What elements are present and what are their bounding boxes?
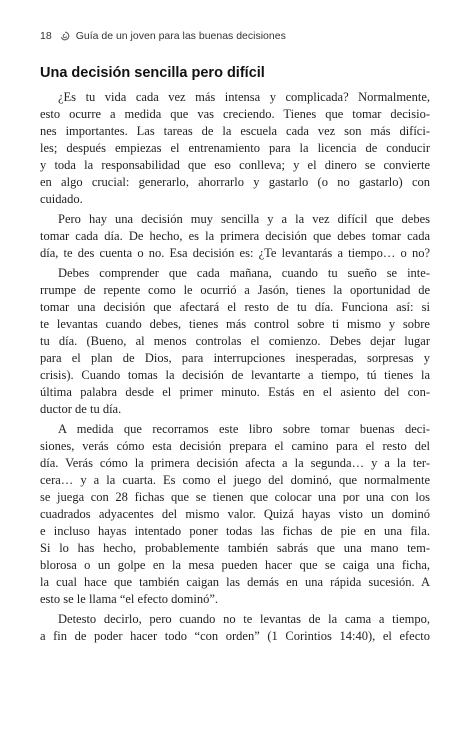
- body-line: día, te des cuenta o no. Esa decisión es: ¿Te levantarás a tiempo… o no?: [40, 246, 430, 260]
- body-line: a fin de poder hacer todo “con orden” (1 Corintios 14:40), el efecto: [40, 629, 430, 643]
- body-line: en algo crucial: generarlo, ahorrarlo y gastarlo (o no gastarlo) con: [40, 175, 430, 189]
- body-line: ductor de tu día.: [40, 402, 122, 416]
- body-line: se juega con 28 fichas que se tienen que colocar una por una con los: [40, 490, 430, 504]
- body-line: les; después empiezas el entrenamiento para la licencia de conducir: [40, 141, 430, 155]
- body-line: última palabra desde el primer minuto. Estás en el asiento del con-: [40, 385, 430, 399]
- body-line: y toda la responsabilidad que eso conlleva; y el dinero se convierte: [40, 158, 430, 172]
- body-line: para el plan de Dios, para interrupciones inesperadas, sorpresas y: [40, 351, 430, 365]
- swirl-ornament-icon: [60, 31, 70, 41]
- body-line: esto ocurre a medida que vas creciendo. Tienes que tomar decisio-: [40, 107, 430, 121]
- body-line: crisis). Cuando tomas la decisión de levantarte a tiempo, tú tienes la: [40, 368, 430, 382]
- body-line: A medida que recorramos este libro sobre tomar buenas deci-: [58, 422, 430, 436]
- body-line: cuadrados adyacentes del mismo valor. Quizá hayas visto un dominó: [40, 507, 430, 521]
- body-line: Pero hay una decisión muy sencilla y a la vez difícil que debes: [58, 212, 430, 226]
- running-header: [40, 30, 286, 42]
- running-title: Guía de un joven para las buenas decisiones: [75, 30, 286, 42]
- body-line: blorosa o un golpe en la mesa pueden hacer que se caiga una ficha,: [40, 558, 430, 572]
- body-line: siones, verás cómo esta decisión prepara el camino para el resto del: [40, 439, 430, 453]
- body-line: tu día. (Bueno, al menos controlas el comienzo. Debes dejar lugar: [40, 334, 430, 348]
- body-line: tomar una decisión que afectará el resto de tu día. Funciona así: si: [40, 300, 430, 314]
- body-line: e incluso hayas intentado poner todas las fichas de pie en una fila.: [40, 524, 430, 538]
- body-line: ¿Es tu vida cada vez más intensa y complicada? Normalmente,: [58, 90, 430, 104]
- page-number: 18: [40, 30, 52, 42]
- body-line: te levantas cuando debes, tienes más control sobre ti mismo y sobre: [40, 317, 430, 331]
- body-line: cera… y a la cuarta. Es como el juego del dominó, que normalmente: [40, 473, 430, 487]
- body-line: Si lo has hecho, probablemente también sabrás que una mano tem-: [40, 541, 430, 555]
- section-heading: Una decisión sencilla pero difícil: [40, 65, 265, 81]
- body-line: la cual hace que también caigan las demás en una rápida sucesión. A: [40, 575, 430, 589]
- body-line: día. Verás cómo la primera decisión afecta a la segunda… y a la ter-: [40, 456, 430, 470]
- body-line: tomar cada día. De hecho, es la primera decisión que debes tomar cada: [40, 229, 430, 243]
- body-line: Debes comprender que cada mañana, cuando tu sueño se inte-: [58, 266, 430, 280]
- body-line: cuidado.: [40, 192, 83, 206]
- body-line: Detesto decirlo, pero cuando no te levantas de la cama a tiempo,: [58, 612, 430, 626]
- body-line: rrumpe de repente como le ocurrió a Jasón, tienes la oportunidad de: [40, 283, 430, 297]
- body-line: nes importantes. Las tareas de la escuela cada vez son más difíci-: [40, 124, 430, 138]
- body-line: esto se le llama “el efecto dominó”.: [40, 592, 219, 606]
